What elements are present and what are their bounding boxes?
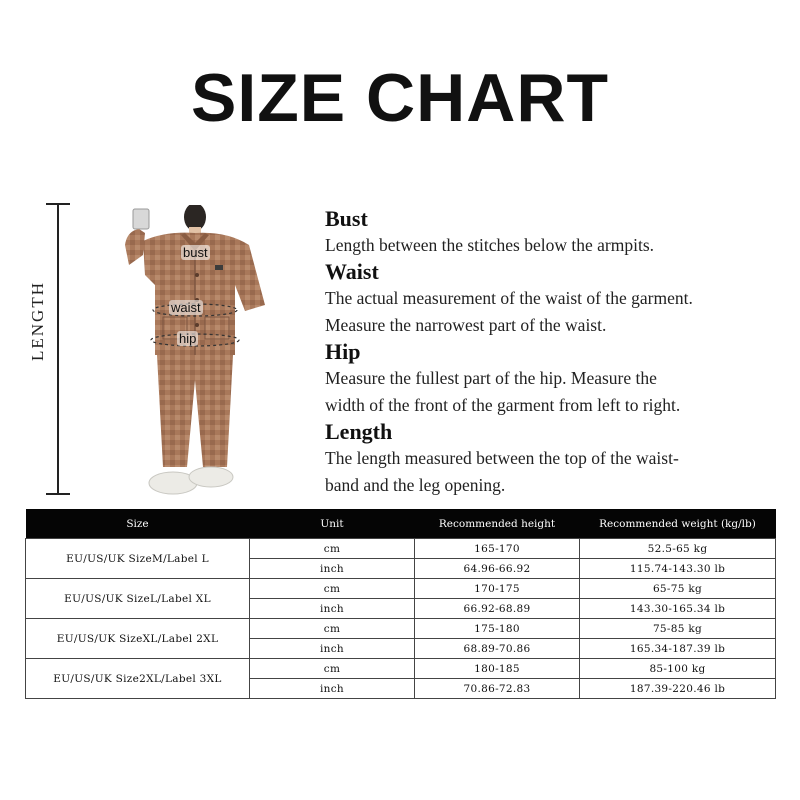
size-cell: EU/US/UK SizeXL/Label 2XL (26, 619, 250, 659)
weight-cell: 52.5-65 kg (580, 539, 776, 559)
weight-cell: 143.30-165.34 lb (580, 599, 776, 619)
unit-cell: cm (250, 579, 415, 599)
height-cell: 66.92-68.89 (415, 599, 580, 619)
unit-cell: cm (250, 539, 415, 559)
bust-text-line: Length between the stitches below the armpits. (325, 235, 655, 255)
table-header-row (26, 509, 776, 539)
page-title: SIZE CHART (191, 60, 609, 136)
unit-cell: inch (250, 599, 415, 619)
weight-cell: 85-100 kg (580, 659, 776, 679)
table-row (26, 539, 776, 559)
ruler-bottom-cap (46, 493, 70, 495)
unit-cell: inch (250, 679, 415, 699)
model-figure (115, 205, 275, 505)
length-text-line: The length measured between the top of the waist- (325, 448, 679, 468)
length-label: LENGTH (28, 281, 47, 361)
weight-cell: 165.34-187.39 lb (580, 639, 776, 659)
bust-heading: Bust (325, 206, 368, 231)
height-cell: 180-185 (415, 659, 580, 679)
waist-heading: Waist (325, 259, 379, 284)
unit-cell: cm (250, 659, 415, 679)
height-cell: 64.96-66.92 (415, 559, 580, 579)
hip-label: hip (179, 331, 197, 346)
table-row (26, 619, 776, 639)
size-cell: EU/US/UK SizeL/Label XL (26, 579, 250, 619)
height-cell: 165-170 (415, 539, 580, 559)
size-table (25, 509, 776, 699)
table-row (26, 659, 776, 679)
header-unit: Unit (250, 509, 415, 539)
unit-cell: inch (250, 639, 415, 659)
hip-heading: Hip (325, 339, 361, 364)
height-cell: 175-180 (415, 619, 580, 639)
table-row (26, 579, 776, 599)
length-heading: Length (325, 419, 393, 444)
unit-cell: inch (250, 559, 415, 579)
length-text-line: band and the leg opening. (325, 475, 506, 495)
header-weight: Recommended weight (kg/lb) (580, 509, 776, 539)
height-cell: 70.86-72.83 (415, 679, 580, 699)
weight-cell: 115.74-143.30 lb (580, 559, 776, 579)
waist-text-line: Measure the narrowest part of the waist. (325, 315, 607, 335)
bust-label: bust (183, 245, 208, 260)
unit-cell: cm (250, 619, 415, 639)
hip-text-line: Measure the fullest part of the hip. Measure the (325, 368, 657, 388)
weight-cell: 187.39-220.46 lb (580, 679, 776, 699)
size-cell: EU/US/UK Size2XL/Label 3XL (26, 659, 250, 699)
ruler-line (57, 203, 59, 495)
size-cell: EU/US/UK SizeM/Label L (26, 539, 250, 579)
weight-cell: 65-75 kg (580, 579, 776, 599)
measurement-descriptions (325, 206, 795, 499)
hip-text-line: width of the front of the garment from left to right. (325, 395, 681, 415)
waist-text-line: The actual measurement of the waist of the garment. (325, 288, 693, 308)
header-height: Recommended height (415, 509, 580, 539)
height-cell: 170-175 (415, 579, 580, 599)
weight-cell: 75-85 kg (580, 619, 776, 639)
header-size: Size (26, 509, 250, 539)
height-cell: 68.89-70.86 (415, 639, 580, 659)
waist-label: waist (171, 300, 201, 315)
